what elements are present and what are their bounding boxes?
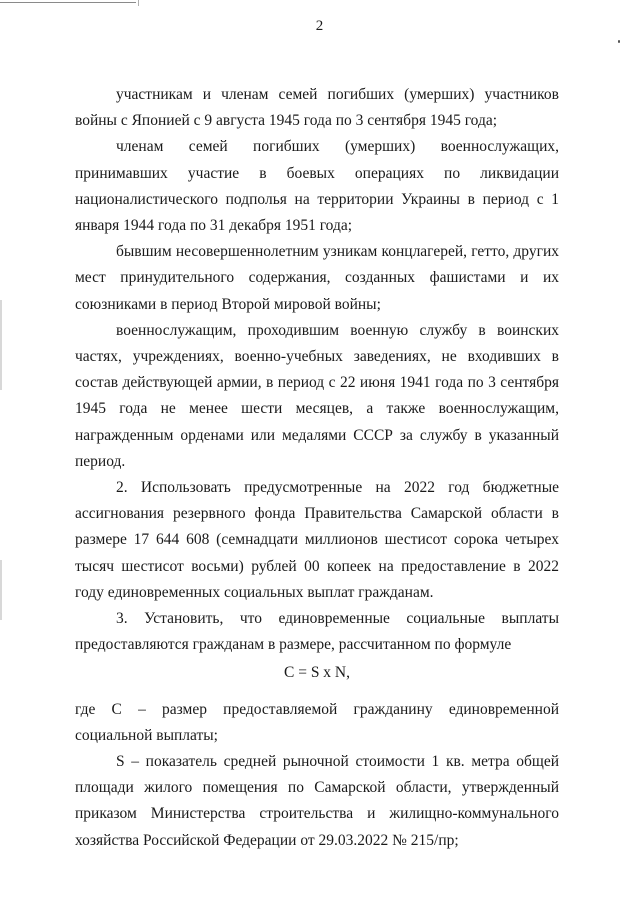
paragraph-ukraine-operations: членам семей погибших (умерших) военнослужащих, принимавших участие в боевых операциях по ликвидации националистического подполья на территории Украины в период с 1 января 1944 года по 31 декабря 1951 года;: [75, 138, 559, 235]
scan-edge-mark: [0, 560, 2, 620]
payment-formula: C = S x N,: [283, 664, 351, 682]
paragraph-camp-prisoners: бывшим несовершеннолетним узникам концлагерей, гетто, других мест принудительного содержания, созданных фашистами и их союзниками в период Второй мировой войны;: [75, 243, 559, 313]
paragraph-military-service: военнослужащим, проходившим военную службу в воинских частях, учреждениях, военно-учебных заведениях, не входивших в состав действующей армии, в период с 22 июня 1941 года по 3 сентября 1945 года не менее шести месяцев, а также военнослужащим, награжденным орденами или медалями СССР за службу в указанный период.: [75, 321, 559, 470]
scan-edge-mark: [0, 300, 2, 390]
paragraph-item-3-payments: 3. Установить, что единовременные социальные выплаты предоставляются гражданам в размере, рассчитанном по формуле: [75, 610, 559, 654]
paragraph-war-with-japan: участникам и членам семей погибших (умерших) участников войны с Японией с 9 августа 1945 года по 3 сентября 1945 года;: [75, 86, 559, 130]
header-rule-tick: [138, 0, 139, 6]
stray-ink-mark: [618, 40, 620, 43]
paragraph-s-definition: S – показатель средней рыночной стоимости 1 кв. метра общей площади жилого помещения по Самарской области, утвержденный приказом Министерства строительства и жилищно-коммунального хозяйства Российской Федерации от 29.03.2022 № 215/пр;: [75, 753, 559, 849]
header-rule: [0, 2, 136, 3]
document-body: [75, 82, 559, 854]
paragraph-where-c: где C – размер предоставляемой гражданину единовременной социальной выплаты;: [75, 700, 559, 744]
page-number: 2: [315, 18, 324, 34]
paragraph-item-2-budget: 2. Использовать предусмотренные на 2022 год бюджетные ассигнования резервного фонда Правительства Самарской области в размере 17 644 608 (семнадцати миллионов шестисот сорока четырех тысяч шестисот восьми) рублей 00 копеек на предоставление в 2022 году единовременных социальных выплат гражданам.: [75, 479, 559, 601]
